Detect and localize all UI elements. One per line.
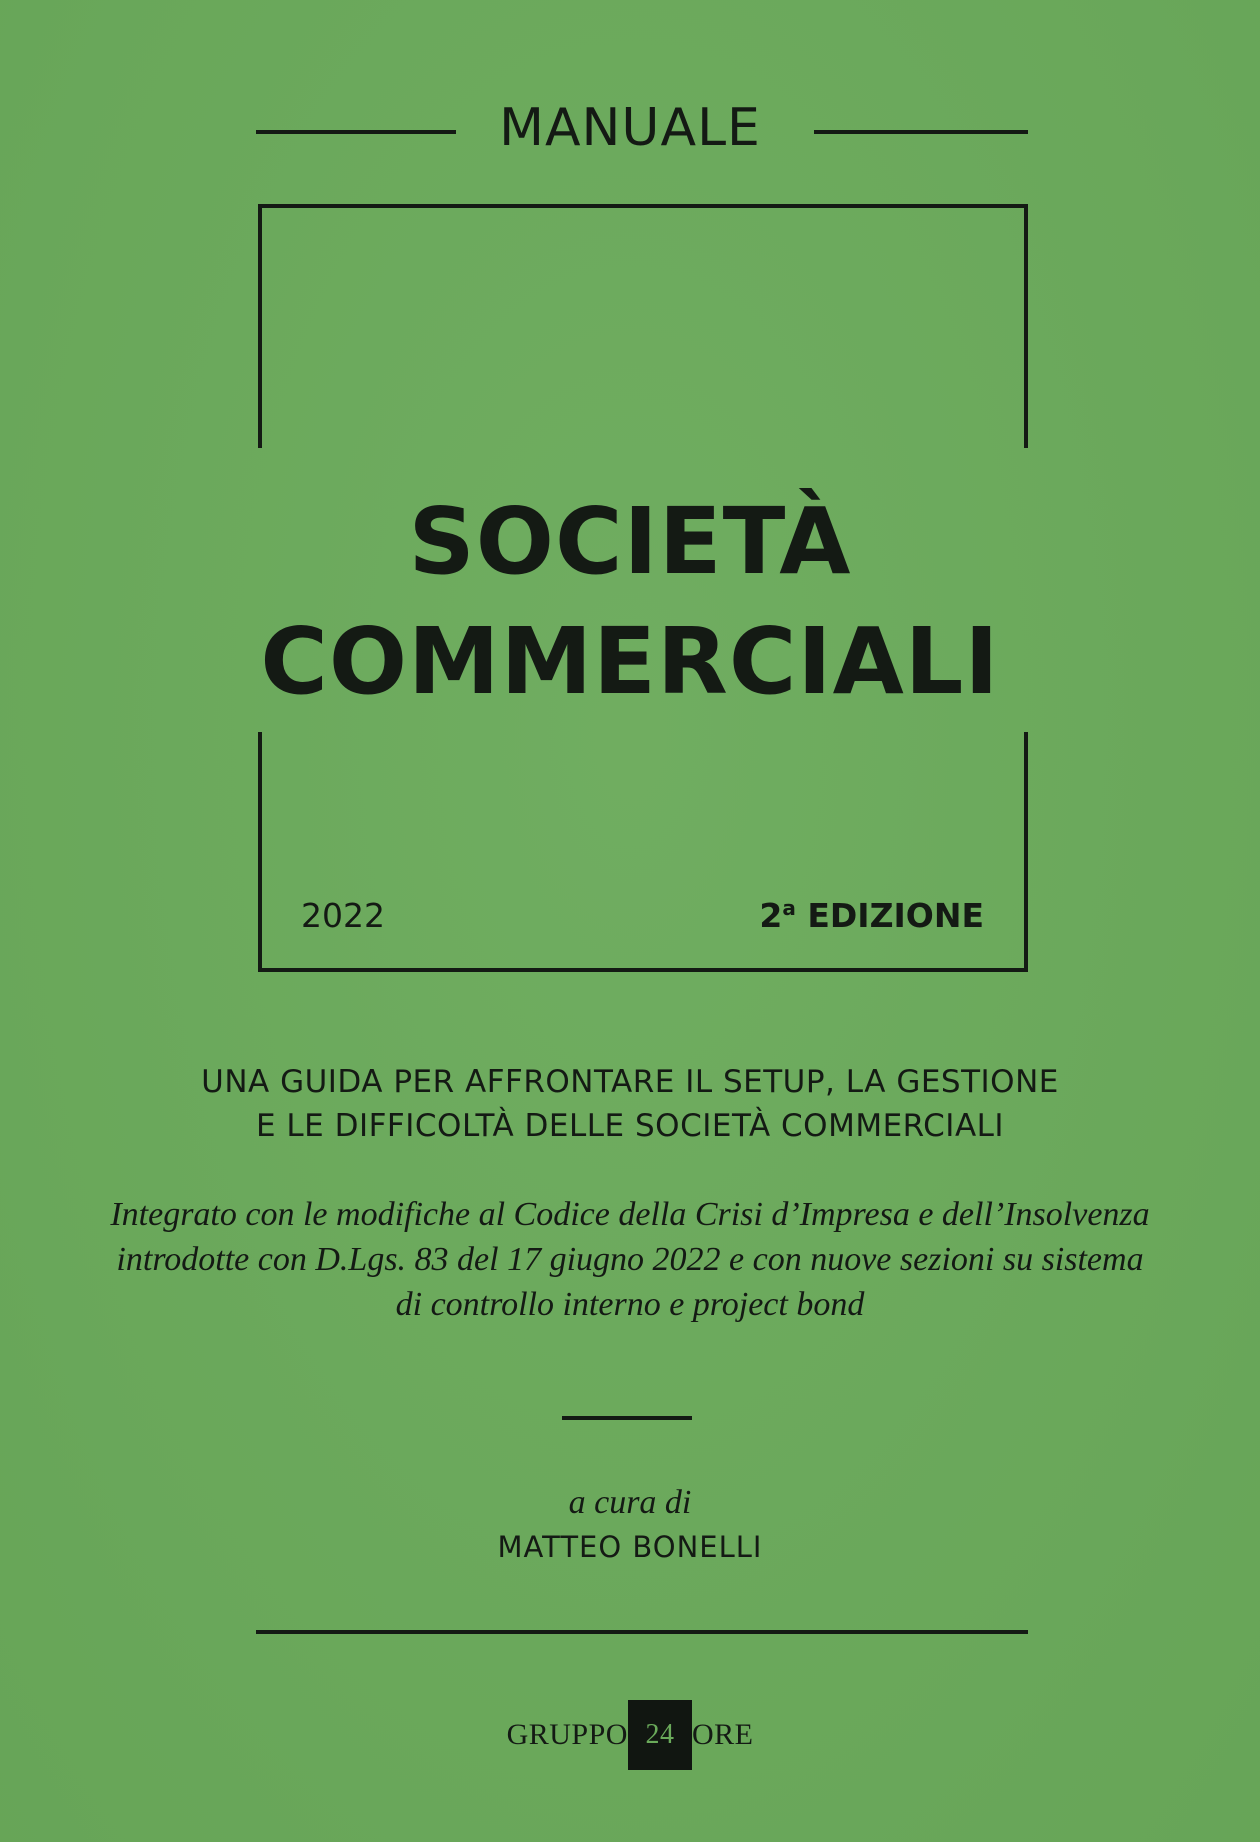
frame-left-upper <box>258 204 262 448</box>
publisher-right: ORE <box>691 1718 754 1751</box>
frame-right-upper <box>1024 204 1028 448</box>
note-line-3: di controllo interno e project bond <box>395 1286 865 1323</box>
short-divider <box>562 1416 692 1420</box>
edition-number: 2 <box>759 896 783 935</box>
series-label: MANUALE <box>499 98 761 158</box>
edition-word: EDIZIONE <box>807 896 984 935</box>
curator-label: a cura di <box>568 1484 692 1521</box>
title-line-1: SOCIETÀ <box>408 488 852 595</box>
frame-right-lower <box>1024 732 1028 972</box>
bottom-rule <box>256 1630 1028 1634</box>
note-line-1: Integrato con le modifiche al Codice della Crisi d’Impresa e dell’Insolvenza <box>110 1196 1150 1233</box>
publisher-box: 24 <box>628 1700 692 1770</box>
subtitle-line-1: UNA GUIDA PER AFFRONTARE IL SETUP, LA GESTIONE <box>201 1064 1059 1100</box>
frame-bottom <box>258 968 1028 972</box>
frame-left-lower <box>258 732 262 972</box>
curator-name: MATTEO BONELLI <box>497 1530 763 1564</box>
edition-year: 2022 <box>301 896 385 935</box>
subtitle-line-2: E LE DIFFICOLTÀ DELLE SOCIETÀ COMMERCIALI <box>255 1108 1005 1144</box>
publisher-left: GRUPPO <box>506 1718 628 1751</box>
publisher-logo <box>0 1700 1260 1770</box>
title-line-2: COMMERCIALI <box>260 608 1000 715</box>
frame-top <box>258 204 1028 208</box>
edition-superscript: a <box>782 896 796 920</box>
note-line-2: introdotte con D.Lgs. 83 del 17 giugno 2022 e con nuove sezioni su sistema <box>116 1241 1144 1278</box>
edition-label <box>759 896 984 935</box>
